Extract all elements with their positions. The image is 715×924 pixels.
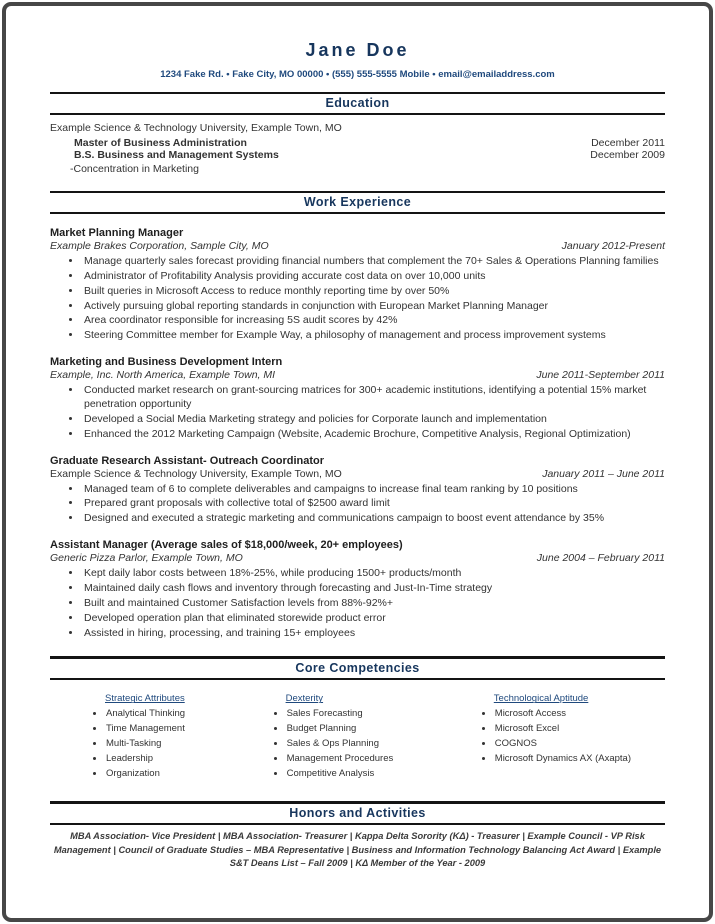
competency-item: • Microsoft Access [494, 708, 631, 719]
job-entry [50, 455, 665, 527]
job-bullet-list [82, 384, 665, 441]
bullet-item: • Manage quarterly sales forecast providing financial numbers that complement the 70+ Sales & Operations Planning families [82, 255, 665, 269]
competency-heading-link[interactable]: Technological Aptitude [493, 693, 589, 705]
bullet-item: • Built and maintained Customer Satisfaction levels from 88%-92%+ [82, 597, 665, 611]
job-entry [50, 539, 665, 640]
competency-heading-link[interactable]: Dexterity [285, 693, 324, 705]
competency-item: • Microsoft Excel [494, 723, 631, 734]
bullet-item: • Managed team of 6 to complete deliverables and campaigns to increase final team ranking by 10 positions [82, 483, 665, 497]
education-note: -Concentration in Marketing [70, 163, 199, 175]
bullet-item: • Maintained daily cash flows and inventory through forecasting and Just-In-Time strategy [82, 582, 665, 596]
job-dates: June 2011-September 2011 [536, 369, 665, 382]
competency-column-strategic [90, 688, 185, 783]
job-dates: January 2012-Present [561, 240, 665, 252]
competency-item: • Leadership [105, 753, 185, 764]
job-meta-row [50, 552, 665, 564]
education-section [50, 115, 665, 179]
education-section-header [50, 92, 665, 115]
job-bullet-list [82, 483, 665, 527]
competency-list [286, 708, 394, 779]
honors-section-header [50, 801, 665, 825]
job-bullet-list [82, 255, 665, 343]
competency-item: • Sales Forecasting [286, 708, 394, 719]
competency-item: • Analytical Thinking [105, 708, 185, 719]
job-title: Marketing and Business Development Intern [50, 356, 283, 369]
bullet-item: • Enhanced the 2012 Marketing Campaign (Website, Academic Brochure, Competitive Analysis, Regional Optimization) [82, 428, 665, 442]
degree-date: December 2011 [591, 137, 665, 149]
work-title: Work Experience [303, 195, 412, 209]
work-section-header [50, 191, 665, 214]
competencies-title: Core Competencies [295, 661, 420, 676]
job-company: Generic Pizza Parlor, Example Town, MO [50, 552, 243, 565]
candidate-name: Jane Doe [305, 40, 410, 60]
honors-section [50, 825, 665, 870]
competency-item: • Multi-Tasking [105, 738, 185, 749]
bullet-item: • Built queries in Microsoft Access to reduce monthly reporting time by over 50% [82, 285, 665, 299]
competencies-section [50, 680, 665, 789]
degree-row [50, 137, 665, 149]
competency-item: • Microsoft Dynamics AX (Axapta) [494, 753, 631, 764]
job-title: Market Planning Manager [50, 227, 184, 239]
job-bullet-list [82, 567, 665, 640]
job-entry [50, 227, 665, 343]
resume-page [2, 2, 713, 922]
bullet-item: • Steering Committee member for Example Way, a philosophy of management and process improvement systems [82, 329, 665, 343]
honors-title: Honors and Activities [289, 806, 426, 821]
job-company: Example, Inc. North America, Example Town, MI [50, 369, 276, 382]
competency-item: • Time Management [105, 723, 185, 734]
job-entry [50, 356, 665, 441]
competency-column-dexterity [271, 688, 394, 783]
education-school: Example Science & Technology University, Example Town, MO [50, 122, 342, 134]
competency-item: • Organization [105, 768, 185, 779]
bullet-item: • Area coordinator responsible for increasing 5S audit scores by 42% [82, 314, 665, 328]
competency-heading-link[interactable]: Strategic Attributes [105, 693, 185, 705]
job-company: Example Brakes Corporation, Sample City, MO [50, 240, 269, 252]
competency-list [494, 708, 631, 764]
job-company: Example Science & Technology University, Example Town, MO [50, 467, 342, 480]
bullet-item: • Actively pursuing global reporting standards in conjunction with European Market Planning Manager [82, 300, 665, 314]
job-meta-row [50, 369, 665, 381]
competencies-section-header [50, 656, 665, 680]
degree-title: Master of Business Administration [74, 137, 247, 149]
bullet-item: • Prepared grant proposals with collective total of $2500 award limit [82, 497, 665, 511]
bullet-item: • Developed operation plan that eliminated storewide product error [82, 612, 665, 626]
bullet-item: • Administrator of Profitability Analysis providing accurate cost data on over 10,000 units [82, 270, 665, 284]
competency-list [105, 708, 185, 779]
bullet-item: • Assisted in hiring, processing, and training 15+ employees [82, 627, 665, 641]
resume-header [50, 40, 665, 80]
bullet-item: • Kept daily labor costs between 18%-25%, while producing 1500+ products/month [82, 567, 665, 581]
job-title: Assistant Manager (Average sales of $18,000/week, 20+ employees) [50, 539, 403, 552]
contact-line: 1234 Fake Rd. • Fake City, MO 00000 • (555) 555-5555 Mobile • email@emailaddress.com [160, 69, 555, 80]
honors-text: MBA Association- Vice President | MBA Association- Treasurer | Kappa Delta Sorority (KΔ) - Treasurer | Example Council - VP Risk Management | Council of Graduate Studies – MBA Representative | Business and Information Technology Balancing Act Award | Example S&T Deans List – Fall 2009 | KΔ Member of the Year - 2009 [53, 831, 662, 869]
competency-item: • Budget Planning [286, 723, 394, 734]
job-meta-row [50, 468, 665, 480]
degree-date: December 2009 [590, 149, 665, 161]
bullet-item: • Developed a Social Media Marketing strategy and policies for Corporate launch and implementation [82, 413, 665, 427]
degree-title: B.S. Business and Management Systems [74, 149, 279, 161]
job-title: Graduate Research Assistant- Outreach Coordinator [50, 454, 325, 467]
degree-row [50, 149, 665, 161]
competency-item: • Competitive Analysis [286, 768, 394, 779]
education-title: Education [325, 96, 390, 110]
job-dates: June 2004 – February 2011 [536, 552, 665, 565]
competency-item: • COGNOS [494, 738, 631, 749]
bullet-item: • Conducted market research on grant-sourcing matrices for 300+ academic institutions, identifying a potential 15% market penetration opportunity [82, 384, 665, 412]
competency-item: • Sales & Ops Planning [286, 738, 394, 749]
bullet-item: • Designed and executed a strategic marketing and communications campaign to boost event attendance by 35% [82, 512, 665, 526]
job-dates: January 2011 – June 2011 [542, 467, 665, 480]
job-meta-row [50, 240, 665, 252]
competency-item: • Management Procedures [286, 753, 394, 764]
competency-column-technological [479, 688, 631, 783]
